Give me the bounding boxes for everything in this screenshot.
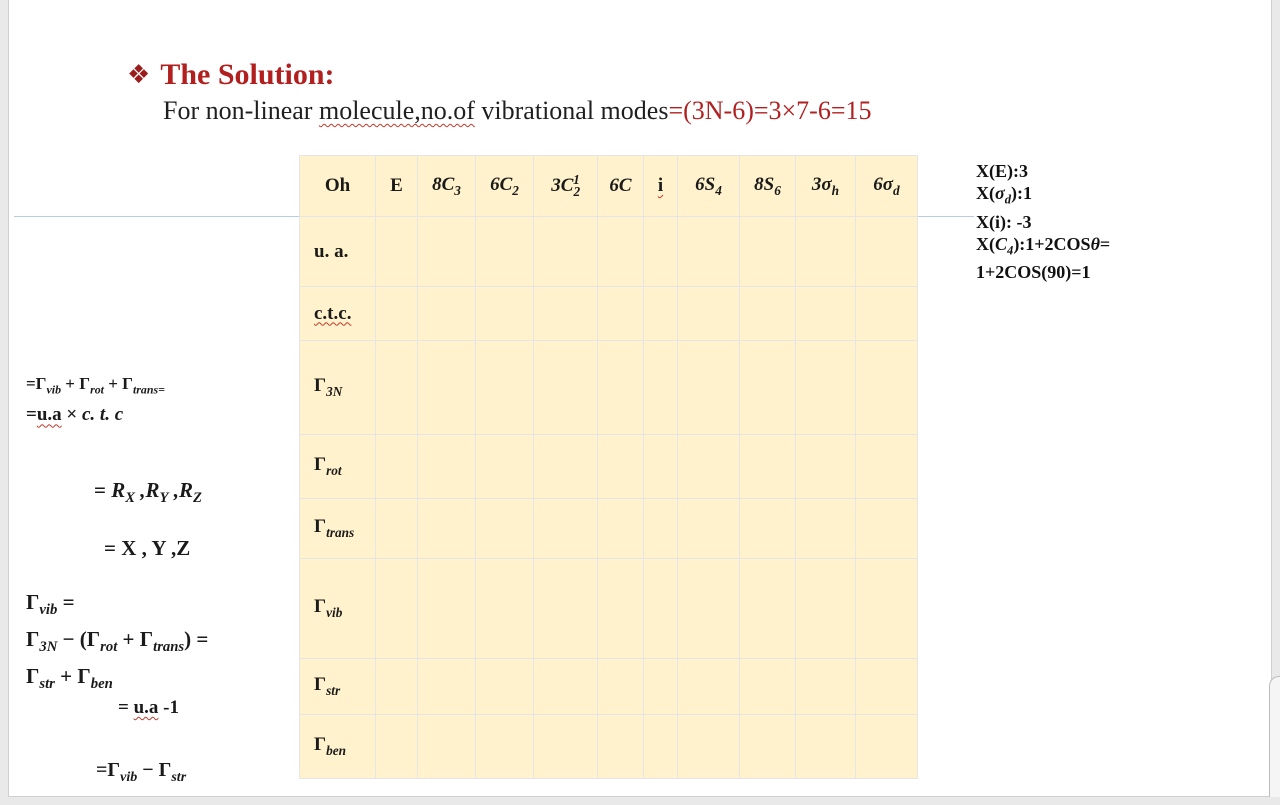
point-group-cell: Oh	[300, 156, 376, 217]
note-chi-i: X(i): -3	[976, 211, 1032, 232]
intro-formula: =(3N-6)=3×7-6=15	[668, 96, 872, 125]
table-row	[300, 341, 918, 435]
class-3C2: $3C_2^1$	[534, 156, 598, 217]
intro-sentence	[163, 96, 872, 126]
row-label-gamma-str: $\Gamma_{str}$	[300, 659, 376, 715]
note-cos90: 1+2COS(90)=1	[976, 262, 1091, 283]
eq-gamma-3n: $=\Gamma_{vib} + \Gamma_{rot} + \Gamma_{trans=}$ =u.a × c. t. c	[26, 374, 165, 426]
character-table	[299, 155, 918, 779]
diamond-bullet-icon: ❖	[127, 60, 151, 90]
heading-title: The Solution:	[160, 58, 335, 91]
intro-middle: vibrational modes	[474, 96, 669, 125]
row-label-gamma-ben: $\Gamma_{ben}$	[300, 715, 376, 779]
class-6S4: $6S_4$	[678, 156, 740, 217]
table-row	[300, 559, 918, 659]
class-E: E	[376, 156, 418, 217]
eq-trans: = X , Y ,Z	[104, 536, 191, 560]
table-header-row	[300, 156, 918, 217]
row-label-gamma-rot: $\Gamma_{rot}$	[300, 435, 376, 499]
table-row	[300, 659, 918, 715]
class-6C2: $6C_2$	[476, 156, 534, 217]
class-8S6: $8S_6$	[740, 156, 796, 217]
table-row	[300, 499, 918, 559]
row-label-gamma-vib: $\Gamma_{vib}$	[300, 559, 376, 659]
eq-ben: $=\Gamma_{vib} - \Gamma_{str}$	[96, 759, 187, 785]
row-label-ctc: c.t.c.	[300, 287, 376, 341]
note-chi-C4: $X(C_4):1+2COS\theta=$	[976, 233, 1111, 258]
row-label-gamma-3n: $\Gamma_{3N}$	[300, 341, 376, 435]
note-chi-sigma-d: $X(\sigma_d):1$	[976, 183, 1032, 207]
row-label-gamma-trans: $\Gamma_{trans}$	[300, 499, 376, 559]
table-row	[300, 715, 918, 779]
class-3sigma-h: $3\sigma_h$	[796, 156, 856, 217]
character-notes	[976, 160, 1110, 283]
table-row	[300, 217, 918, 287]
table-row	[300, 435, 918, 499]
solution-heading	[127, 58, 335, 92]
table-row	[300, 287, 918, 341]
eq-str: = u.a -1	[118, 697, 179, 718]
class-6C: 6C	[598, 156, 644, 217]
page-edge-handle[interactable]	[1269, 676, 1280, 797]
intro-prefix: For non-linear	[163, 96, 319, 125]
eq-vib: $\Gamma_{vib}$ = $\Gamma_{3N} - (\Gamma_{rot} + \Gamma_{trans})$ = $\Gamma_{str} + \Gamma_{ben}$	[26, 590, 209, 693]
class-6sigma-d: $6\sigma_d$	[856, 156, 918, 217]
class-8C3: $8C_3$	[418, 156, 476, 217]
note-chi-E: X(E):3	[976, 161, 1028, 181]
intro-underlined: molecule,no.of	[318, 96, 475, 125]
row-label-ua: u. a.	[300, 217, 376, 287]
class-i: i	[644, 156, 678, 217]
eq-rot: = $R_X$ $,R_Y$ $,R_Z$	[94, 478, 203, 507]
